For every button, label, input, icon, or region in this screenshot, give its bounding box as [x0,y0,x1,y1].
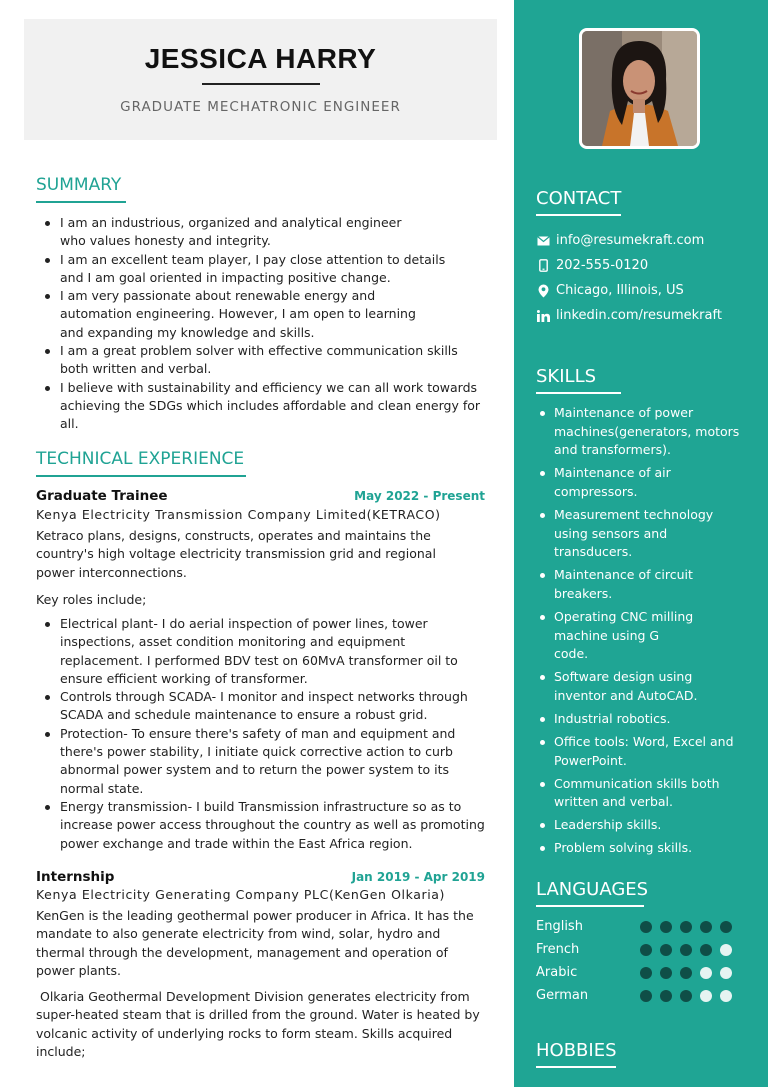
job-date: May 2022 - Present [354,489,485,503]
level-dot-filled [680,990,692,1002]
skill-item: Software design using inventor and AutoCAD. [554,668,744,705]
level-dot-filled [640,990,652,1002]
level-dot-filled [680,921,692,933]
profile-photo [579,28,700,149]
job-roles-list [60,615,490,853]
summary-item: I am a great problem solver with effective communication skills both written and verbal. [60,342,485,379]
level-dot-empty [720,990,732,1002]
candidate-role: GRADUATE MECHATRONIC ENGINEER [120,99,401,115]
language-name: Arabic [536,965,578,980]
skill-item: Leadership skills. [554,816,744,835]
location-pin-icon [536,284,550,298]
header-box [24,19,497,140]
skill-item: Maintenance of circuit breakers. [554,566,744,603]
contact-linkedin[interactable] [536,308,722,323]
candidate-name: JESSICA HARRY [144,43,377,74]
job-role-item: Energy transmission- I build Transmission infrastructure so as to increase power access throughout the country as well as promoting power exchange and trade within the East Africa region. [60,798,485,853]
job-title: Internship [36,869,115,885]
contact-phone[interactable] [536,258,648,273]
language-row [536,965,736,981]
contact-linkedin-text: linkedin.com/resumekraft [556,308,722,323]
job-role-item: Electrical plant- I do aerial inspection of power lines, tower inspections, asset condition monitoring and equipment replacement. I performed BDV test on 60MvA transformer oil to ensure efficient working of transformer. [60,615,490,688]
languages-heading: LANGUAGES [536,879,649,900]
summary-heading: SUMMARY [36,175,122,195]
level-dot-filled [720,921,732,933]
summary-list [60,214,485,434]
skills-rule [536,392,621,394]
job-description-2: Olkaria Geothermal Development Division generates electricity from super-heated steam that is drilled from the ground. Water is heated by volcanic activity of underlying rocks to form steam. Skills acquired include; [36,989,484,1059]
level-dot-filled [660,921,672,933]
skill-item: Industrial robotics. [554,710,744,729]
linkedin-icon [536,309,550,323]
name-divider [202,83,320,85]
envelope-icon [536,234,550,248]
experience-rule [36,475,246,477]
hobbies-rule [536,1066,616,1068]
level-dot-filled [680,944,692,956]
summary-item: I believe with sustainability and efficiency we can all work towards achieving the SDGs which includes affordable and clean energy for all. [60,379,500,434]
job-date: Jan 2019 - Apr 2019 [351,870,485,884]
level-dot-filled [700,944,712,956]
skill-item: Maintenance of air compressors. [554,464,744,501]
profile-photo-image [582,31,697,146]
level-dot-filled [640,944,652,956]
level-dot-empty [720,967,732,979]
language-row [536,919,736,935]
language-level [640,990,740,1002]
languages-rule [536,905,644,907]
contact-rule [536,214,621,216]
phone-icon [536,259,550,273]
level-dot-filled [660,967,672,979]
skills-heading: SKILLS [536,366,597,387]
experience-heading: TECHNICAL EXPERIENCE [36,449,245,469]
job-title: Graduate Trainee [36,488,168,504]
language-row [536,942,736,958]
skill-item: Operating CNC milling machine using G code. [554,608,744,664]
language-name: French [536,942,580,957]
level-dot-empty [700,990,712,1002]
contact-heading: CONTACT [536,188,622,209]
skills-list [554,404,744,863]
skill-item: Measurement technology using sensors and transducers. [554,506,744,562]
summary-item: I am very passionate about renewable energy and automation engineering. However, I am open to learning and expanding my knowledge and skills. [60,287,485,342]
language-name: English [536,919,583,934]
job-company: Kenya Electricity Generating Company PLC(KenGen Olkaria) [36,887,446,902]
contact-phone-text: 202-555-0120 [556,258,649,273]
skill-item: Maintenance of power machines(generators, motors and transformers). [554,404,744,460]
job-role-item: Controls through SCADA- I monitor and inspect networks through SCADA and schedule maintenance to ensure a robust grid. [60,688,490,725]
contact-email-text: info@resumekraft.com [556,233,705,248]
language-level [640,921,740,933]
summary-rule [36,201,126,203]
level-dot-filled [660,944,672,956]
contact-location [536,283,684,298]
language-level [640,944,740,956]
hobbies-heading: HOBBIES [536,1040,617,1061]
summary-item: I am an excellent team player, I pay close attention to details and I am goal oriented in impacting positive change. [60,251,485,288]
job-roles-intro: Key roles include; [36,592,147,607]
summary-item: I am an industrious, organized and analytical engineer who values honesty and integrity. [60,214,485,251]
skill-item: Office tools: Word, Excel and PowerPoint. [554,733,744,770]
job-description: KenGen is the leading geothermal power producer in Africa. It has the mandate to also generate electricity from wind, solar, hydro and thermal through the development, management and operation of power plants. [36,908,474,978]
contact-location-text: Chicago, Illinois, US [556,283,684,298]
level-dot-filled [680,967,692,979]
level-dot-filled [700,921,712,933]
language-name: German [536,988,589,1003]
contact-email[interactable] [536,233,704,248]
job-role-item: Protection- To ensure there's safety of man and equipment and there's power stability, I initiate quick corrective action to curb abnormal power system and to return the power system to its normal state. [60,725,480,798]
level-dot-empty [720,944,732,956]
language-row [536,988,736,1004]
language-level [640,967,740,979]
level-dot-filled [660,990,672,1002]
level-dot-filled [640,967,652,979]
skill-item: Communication skills both written and verbal. [554,775,744,812]
skill-item: Problem solving skills. [554,839,744,858]
sidebar [514,0,768,1087]
job-company: Kenya Electricity Transmission Company Limited(KETRACO) [36,507,441,522]
job-description: Ketraco plans, designs, constructs, operates and maintains the country's high voltage electricity transmission grid and regional power interconnections. [36,528,436,580]
level-dot-filled [640,921,652,933]
level-dot-empty [700,967,712,979]
